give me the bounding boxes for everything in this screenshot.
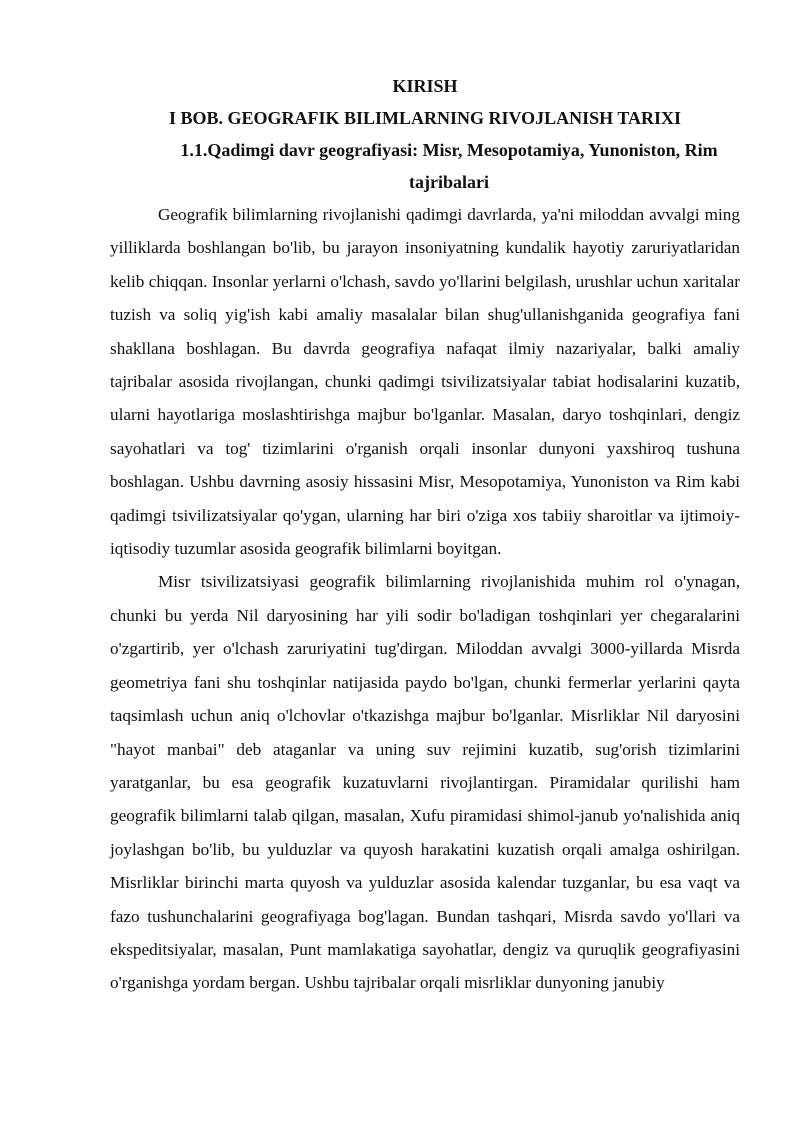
section-title: 1.1.Qadimgi davr geografiyasi: Misr, Mesopotamiya, Yunoniston, Rim tajribalari	[180, 140, 718, 192]
chapter-title: I BOB. GEOGRAFIK BILIMLARNING RIVOJLANISH TARIXI	[168, 108, 682, 128]
paragraph-2: Misr tsivilizatsiyasi geografik bilimlarning rivojlanishida muhim rol o'ynagan, chunki bu yerda Nil daryosining har yili sodir bo'ladigan toshqinlari yer chegaralarini o'zgartirib, yer o'lchash zaruriyatini tug'dirgan. Miloddan avvalgi 3000-yillarda Misrda geometriya fani shu toshqinlar natijasida paydo bo'lgan, chunki fermerlar yerlarini qayta taqsimlash uchun aniq o'lchovlar o'tkazishga majbur bo'lganlar. Misrliklar Nil daryosini "hayot manbai" deb ataganlar va uning suv rejimini kuzatib, sug'orish tizimlarini yaratganlar, bu esa geografik kuzatuvlarni rivojlantirgan. Piramidalar qurilishi ham geografik bilimlarni talab qilgan, masalan, Xufu piramidasi shimol-janub yo'nalishida aniq joylashgan bo'lib, bu yulduzlar va quyosh harakatini kuzatish orqali amalga oshirilgan. Misrliklar birinchi marta quyosh va yulduzlar asosida kalendar tuzganlar, bu esa vaqt va fazo tushunchalarini geografiyaga bog'lagan. Bundan tashqari, Misrda savdo yo'llari va ekspeditsiyalar, masalan, Punt mamlakatiga sayohatlar, dengiz va quruqlik geografiyasini o'rganishga yordam bergan. Ushbu tajribalar orqali misrliklar dunyoning janubiy	[110, 572, 740, 993]
paragraph-1: Geografik bilimlarning rivojlanishi qadimgi davrlarda, ya'ni miloddan avvalgi ming yilliklarda boshlangan bo'lib, bu jarayon insoniyatning kundalik hayotiy zaruriyatlaridan kelib chiqqan. Insonlar yerlarni o'lchash, savdo yo'llarini belgilash, urushlar uchun xaritalar tuzish va soliq yig'ish kabi amaliy masalalar bilan shug'ullanishganida geografiya fani shakllana boshlagan. Bu davrda geografiya nafaqat ilmiy nazariyalar, balki amaliy tajribalar asosida rivojlangan, chunki qadimgi tsivilizatsiyalar tabiat hodisalarini kuzatib, ularni hayotlariga moslashtirishga majbur bo'lganlar. Masalan, daryo toshqinlari, dengiz sayohatlari va tog' tizimlarini o'rganish orqali insonlar dunyoni yaxshiroq tushuna boshlagan. Ushbu davrning asosiy hissasini Misr, Mesopotamiya, Yunoniston va Rim kabi qadimgi tsivilizatsiyalar qo'ygan, ularning har biri o'ziga xos tabiiy sharoitlar va ijtimoiy-iqtisodiy tuzumlar asosida geografik bilimlarni boyitgan.	[110, 205, 740, 559]
document-title: KIRISH	[392, 76, 458, 96]
document-page	[110, 70, 740, 1000]
